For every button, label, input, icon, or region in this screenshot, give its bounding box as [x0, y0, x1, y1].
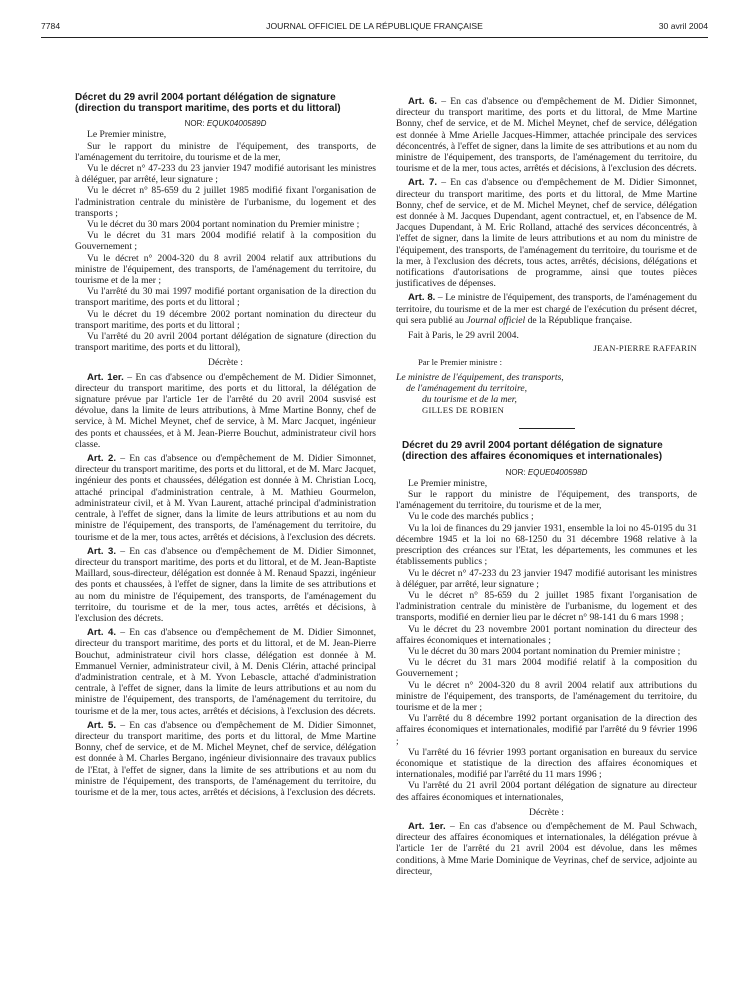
- decree2-intro-3: Vu la loi de finances du 29 janvier 1931, ensemble la loi no 45-0195 du 31 décembre 1945 et la loi no 68-1250 du 31 décembre 1968 relative à la prescription des créances sur l'Etat, les départements, les communes et les établissements publics ;: [396, 522, 697, 568]
- article-label: Art. 2.: [87, 453, 117, 465]
- decree1-par: Par le Premier ministre :: [418, 357, 503, 368]
- decree2-intro-12: Vu l'arrêté du 21 avril 2004 portant délégation de signature au directeur des affaires économiques et internationales,: [396, 780, 697, 803]
- article-text: – Le ministre de l'équipement, des transports, de l'aménagement du territoire, du tourisme et de la mer est chargé de l'exécution du présent décret, qui sera publié au: [396, 292, 697, 326]
- decree1-intro-9: Vu l'arrêté du 20 avril 2004 portant délégation de signature (direction du transport maritime, des ports et du littoral),: [75, 331, 376, 354]
- issue-date: 30 avril 2004: [658, 21, 708, 31]
- article-text: – En cas d'absence ou d'empêchement de M. Didier Simonnet, directeur du transport maritime, des ports et du littoral, la délégation de signature prévue par l'article 1er de l'arrêté du 20 avril 2004 susvisé est dévolue, dans la limite de leurs attributions, à Mme Martine Bonny, chef de service, à M. Michel Meynet, chef de service, à M. Marc Jacquet, ingénieur des ponts et chaussées, et à M. Jean-Pierre Bouchut, administrateur civil hors classe.: [75, 371, 376, 450]
- article-label: Art. 6.: [408, 96, 438, 107]
- decree1-intro-2: Vu le décret n° 47-233 du 23 janvier 1947 modifié autorisant les ministres à déléguer, par arrêté, leur signature ;: [75, 163, 376, 186]
- article-text: – En cas d'absence ou d'empêchement de M. Didier Simonnet, directeur du transport maritime, des ports et du littoral, et de M. Marc Jacquet, ingénieur des ponts et chaussées, délégation est donnée à M. Christian Locq, attaché principal d'administration centrale, à M. Mathieu Gourmelon, administrateur civil, et à M. Yvan Laurent, attaché principal d'administration centrale, à l'effet de signer, dans la limite de leurs attributions et au nom du ministre de l'équipement, des transports, de l'aménagement du territoire, du tourisme et de la mer, tous actes, arrêtés et décisions, à l'exclusion des décrets.: [75, 453, 376, 543]
- decree2-intro-8: Vu le décret du 31 mars 2004 modifié relatif à la composition du Gouvernement ;: [396, 657, 697, 680]
- decree1-article-6: [396, 96, 697, 174]
- article-label: Art. 3.: [87, 545, 117, 557]
- article-label: Art. 1er.: [87, 371, 124, 383]
- decree1-signatory: JEAN-PIERRE RAFFARIN: [593, 343, 697, 354]
- decree1-intro-6: Vu le décret n° 2004-320 du 8 avril 2004 relatif aux attributions du ministre de l'équipement, des transports, de l'aménagement du territoire, du tourisme et de la mer ;: [75, 252, 376, 287]
- decree2-article-1: [396, 821, 697, 877]
- minister-line: de l'aménagement du territoire,: [406, 382, 528, 394]
- decree2-title: Décret du 29 avril 2004 portant délégation de signature (direction des affaires économiques et internationales): [402, 440, 663, 463]
- decree1-place-date: Fait à Paris, le 29 avril 2004.: [408, 330, 519, 342]
- article-text: – En cas d'absence ou d'empêchement de M. Didier Simonnet, directeur du transport maritime, des ports et du littoral, de Mme Martine Bonny, chef de service, et de M. Michel Meynet, chef de service, délégation est donnée à M. Jacques Dupendant, agent contractuel, et, en l'absence de M. Jacques Dupendant, à M. Eric Rolland, attaché des services déconcentrés, à l'effet de signer, dans la limite de leurs attributions et au nom du ministre de l'équipement, des transports, de l'aménagement du territoire, du tourisme et de la mer, à l'exclusion des décrets, tous actes, arrêtés, décisions, délégations et notifications d'autorisations de programme, ainsi que toutes pièces justificatives de dépenses.: [396, 177, 697, 290]
- decree2-nor-code: EQUE0400598D: [527, 467, 588, 477]
- decree1-article-7: [396, 177, 697, 289]
- decree1-nor-code: EQUK0400589D: [206, 119, 267, 129]
- journal-name: Journal officiel: [466, 314, 526, 326]
- minister-line: du tourisme et de la mer,: [422, 394, 517, 406]
- page-header: [41, 21, 708, 35]
- decree2-intro-5: Vu le décret n° 85-659 du 2 juillet 1985 fixant l'organisation de l'administration centrale du ministère de l'urbanisme, du logement et des transports, modifié en dernier lieu par le décret n° 98-141 du 6 mars 1998 ;: [396, 589, 697, 624]
- decree2-intro-9: Vu le décret n° 2004-320 du 8 avril 2004 relatif aux attributions du ministre de l'équipement, des transports, de l'aménagement du territoire, du tourisme et de la mer ;: [396, 679, 697, 713]
- decree1-article-3: [75, 546, 376, 624]
- article-text: de la République française.: [525, 314, 633, 326]
- article-text: – En cas d'absence ou d'empêchement de M. Didier Simonnet, directeur du transport maritime, des ports et du littoral, et de M. Jean-Baptiste Maillard, sous-directeur, délégation est donnée à M. Renaud Spazzi, ingénieur des ponts et chaussées, à l'effet de signer, dans la limite de ses attributions et au nom du ministre de l'équipement, des transports, de l'aménagement du territoire, du tourisme et de la mer, tous actes, arrêtés et décisions, à l'exclusion des décrets.: [75, 545, 376, 624]
- decree1-intro-4: Vu le décret du 30 mars 2004 portant nomination du Premier ministre ;: [87, 219, 360, 231]
- journal-title: JOURNAL OFFICIEL DE LA RÉPUBLIQUE FRANÇAISE: [266, 21, 483, 31]
- decree1-title: Décret du 29 avril 2004 portant délégation de signature (direction du transport maritime, des ports et du littoral): [75, 92, 341, 114]
- decree1-nor: [75, 118, 376, 129]
- decree2-intro-2: Vu le code des marchés publics ;: [408, 511, 534, 523]
- decree2-nor: [396, 467, 697, 478]
- decree1-intro-8: Vu le décret du 19 décembre 2002 portant nomination du directeur du transport maritime, des ports et du littoral ;: [75, 308, 376, 331]
- decree1-intro-7: Vu l'arrêté du 30 mai 1997 modifié portant organisation de la direction du transport maritime, des ports et du littoral ;: [75, 286, 376, 309]
- right-column: [396, 96, 697, 877]
- article-label: Art. 7.: [408, 177, 438, 189]
- decree1-intro-1: Sur le rapport du ministre de l'équipement, des transports, de l'aménagement du territoire, du tourisme et de la mer,: [75, 140, 376, 163]
- page-number: 7784: [41, 21, 61, 31]
- decree2-intro-4: Vu le décret n° 47-233 du 23 janvier 1947 modifié autorisant les ministres à déléguer, par arrêté, leur signature ;: [396, 567, 697, 590]
- decree1-article-1: [75, 372, 376, 450]
- header-rule: [41, 37, 708, 38]
- decree1-nor-label: NOR:: [184, 119, 207, 129]
- left-column: [75, 93, 376, 798]
- article-text: – En cas d'absence ou d'empêchement de M. Didier Simonnet, directeur du transport maritime, des ports et du littoral, et de M. Jean-Pierre Bouchut, administrateur civil hors classe, délégation est donnée à M. Emmanuel Vernier, administrateur civil, à M. Denis Clérin, attaché principal d'administration centrale, et à M. Yvon Lebascle, attaché d'administration centrale, à l'effet de signer, dans la limite de leurs attributions et au nom du ministre de l'équipement, des transports, de l'aménagement du territoire, du tourisme et de la mer, tous actes, arrêtés et décisions, à l'exclusion des décrets.: [75, 627, 376, 717]
- decree1-intro-3: Vu le décret n° 85-659 du 2 juillet 1985 modifié fixant l'organisation de l'administration centrale du ministère de l'urbanisme, du logement et des transports ;: [75, 185, 376, 219]
- decree1-intro-0: Le Premier ministre,: [87, 129, 167, 141]
- decree1-article-5: [75, 720, 376, 798]
- decree2-decrete: Décrète :: [529, 806, 564, 818]
- decree2-intro-1: Sur le rapport du ministre de l'équipement, des transports, de l'aménagement du territoire, du tourisme et de la mer,: [396, 489, 697, 512]
- decree1-intro-5: Vu le décret du 31 mars 2004 modifié relatif à la composition du Gouvernement ;: [75, 230, 376, 253]
- decree2-intro-7: Vu le décret du 30 mars 2004 portant nomination du Premier ministre ;: [408, 645, 681, 657]
- decree2-intro-0: Le Premier ministre,: [408, 477, 488, 489]
- article-text: – En cas d'absence ou d'empêchement de M. Didier Simonnet, directeur du transport maritime, des ports et du littoral, de Mme Martine Bonny, chef de service, et de M. Michel Meynet, chef de service, délégation est donnée à M. Charles Bergano, ingénieur divisionnaire des travaux publics de l'Etat, à l'effet de signer, dans la limite de ses attributions et au nom du ministre de l'équipement, des transports, de l'aménagement du territoire, du tourisme et de la mer, tous actes, arrêtés et décisions, à l'exclusion des décrets.: [75, 719, 376, 798]
- minister-name: GILLES DE ROBIEN: [422, 405, 505, 416]
- decree1-article-2: [75, 453, 376, 543]
- article-label: Art. 1er.: [408, 820, 446, 832]
- article-label: Art. 4.: [87, 627, 117, 639]
- decree1-decrete: Décrète :: [208, 357, 243, 369]
- article-text: – En cas d'absence ou d'empêchement de M. Didier Simonnet, directeur du transport maritime, des ports et du littoral, de Mme Martine Bonny, chef de service, et de M. Michel Meynet, chef de service, délégation est donnée à Mme Arielle Jacques-Himmer, attachée principale des services déconcentrés, à l'effet de signer, dans la limite de ses attributions et au nom du ministre de l'équipement, des transports, de l'aménagement du territoire, du tourisme et de la mer, tous actes, arrêtés et décisions, à l'exclusion des décrets.: [396, 96, 697, 175]
- article-label: Art. 8.: [408, 292, 436, 304]
- decree1-article-4: [75, 627, 376, 717]
- decree1-article-8: [396, 292, 697, 326]
- decree-separator: [519, 428, 575, 429]
- decree1-minister: [396, 372, 697, 417]
- article-text: – En cas d'absence ou d'empêchement de M. Paul Schwach, directeur des affaires économiques et internationales, la délégation prévue à l'article 1er de l'arrêté du 21 avril 2004 est dévolue, dans les mêmes conditions, à Mme Marie Dominique de Veyrinas, chef de service, adjointe au directeur,: [396, 820, 697, 877]
- article-label: Art. 5.: [87, 719, 117, 731]
- decree2-intro-6: Vu le décret du 23 novembre 2001 portant nomination du directeur des affaires économiques et internationales ;: [396, 623, 697, 646]
- minister-line: Le ministre de l'équipement, des transports,: [396, 371, 564, 383]
- decree2-intro-11: Vu l'arrêté du 16 février 1993 portant organisation en bureaux du service économique et statistique de la direction des affaires économiques et internationales, modifié par l'arrêté du 11 mars 1996 ;: [396, 746, 697, 781]
- decree2-nor-label: NOR:: [505, 467, 528, 477]
- decree2-intro-10: Vu l'arrêté du 8 décembre 1992 portant organisation de la direction des affaires économiques et internationales, modifié par l'arrêté du 9 février 1996 ;: [396, 713, 697, 747]
